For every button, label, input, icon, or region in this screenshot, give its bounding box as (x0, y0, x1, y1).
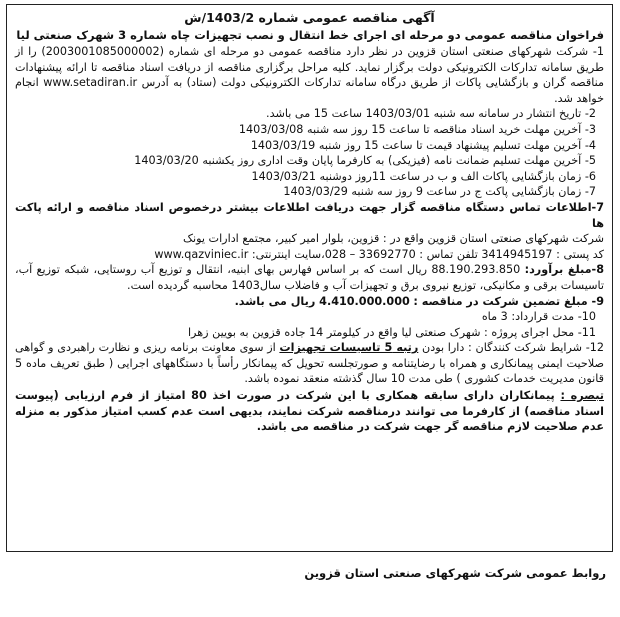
note-item (15, 388, 604, 435)
note-label: تبصره : (560, 389, 604, 403)
contact-line: کد پستی : 3414945197 تلفن تماس : 33692770 – 028،سایت اینترنتی: www.qazviniec.ir (154, 247, 604, 261)
location-item: 11- محل اجرای پروژه : شهرک صنعتی لیا واقع در کیلومتر 14 جاده قزوین به بویین زهرا (187, 325, 596, 339)
list-item (15, 184, 604, 200)
item-number: 5- (584, 154, 596, 168)
guarantee-item (15, 294, 604, 310)
item-number: 3- (584, 122, 596, 136)
item-text: زمان بازگشایی پاکات الف و ب در ساعت 11روز دوشنبه 1403/03/21 (251, 169, 582, 183)
list-item (15, 153, 604, 169)
list-item (15, 122, 604, 138)
budget-text: 88.190.293.850 ریال است که بر اساس فهارس بهای ابنیه، انتقال و توزیع آب روستایی، شبکه توزیع آب، تاسیسات برقی و مکانیکی، توزیع نیروی برق و تجهیزات آب و فاضلاب سال1403 محاسبه گردیده است. (15, 263, 604, 292)
conditions-start: 12- شرایط شرکت کنندگان : دارا بودن (422, 341, 605, 355)
item-number: 4- (584, 138, 596, 152)
duration-item: 10- مدت قرارداد: 3 ماه (481, 310, 596, 324)
notice-frame (6, 4, 613, 552)
conditions-rest: از سوی معاونت برنامه ریزی و نظارت راهبردی و گواهی صلاحیت ایمنی پیمانکاری و همراه با رضایتنامه و صورتجلسه تحویل که پیمانکار رأساً با دستگاههای اجرایی ( طبق تعریف ماده 5 قانون مدیریت خدمات کشوری ) طی مدت 10 سال گذشته منعقد نموده باشد. (15, 341, 604, 386)
list-item (15, 44, 604, 106)
item-text: آخرین مهلت تسلیم ضمانت نامه (فیزیکی) به کارفرما پایان وقت اداری روز یکشنبه 1403/03/20 (134, 154, 582, 168)
notice-title: آگهی مناقصه عمومی شماره 1403/2/ش (184, 10, 435, 25)
contact-address: شرکت شهرکهای صنعتی استان قزوین واقع در : قزوین، بلوار امیر کبیر، مجتمع ادارات یونک (182, 232, 604, 246)
notice-content (7, 5, 612, 435)
list-item (15, 138, 604, 154)
budget-label: 8-مبلغ برآورد: (524, 263, 604, 277)
item-number: 7- (584, 185, 596, 199)
item-text: آخرین مهلت خرید اسناد مناقصه تا ساعت 15 روز سه شنبه 1403/03/08 (238, 122, 582, 136)
budget-item (15, 262, 604, 293)
conditions-grade: رتبه 5 تاسیسات تجهیزات (279, 341, 419, 355)
item-number: 1- (592, 45, 604, 58)
item-text: زمان بازگشایی پاکت ج در ساعت 9 روز سه شنبه 1403/03/29 (283, 185, 582, 199)
item-number: 6- (584, 169, 596, 183)
conditions-item (15, 340, 604, 387)
item-text: شرکت شهرکهای صنعتی استان قزوین در نظر دارد مناقصه عمومی دو مرحله ای شماره (2003001085000002) را از طریق سامانه تدارکات الکترونیکی دولت برگزار نماید. کلیه مراحل برگزاری مناقصه از دریافت اسناد مناقصه تا ارائه پیشنهادات مناقصه گران و بازگشایی پاکات از طریق درگاه سامانه تدارکات الکترونیکی دولت (ستاد) به آدرس www.setadiran.ir انجام خواهد شد. (15, 45, 604, 105)
note-text: پیمانکاران دارای سابقه همکاری با این شرکت در صورت اخذ 80 امتیاز از فرم ارزیابی (پیوست اسناد مناقصه) از کارفرما می توانند درمناقصه شرکت نمایند، بدیهی است عدم کسب امتیاز مذکور به منزله عدم صلاحیت لازم مناقصه گر جهت شرکت در مناقصه می باشد. (15, 389, 604, 434)
list-item (15, 106, 604, 122)
item-number: 2- (584, 107, 596, 121)
item-text: آخرین مهلت تسلیم پیشنهاد قیمت تا ساعت 15 روز شنبه 1403/03/19 (250, 138, 582, 152)
contact-heading: 7-اطلاعات تماس دستگاه مناقصه گزار جهت دریافت اطلاعات بیشتر درخصوص اسناد مناقصه و ارائه پاکت ها (15, 200, 604, 230)
footer-signature: روابط عمومی شرکت شهرکهای صنعتی استان قزوین (304, 566, 606, 580)
guarantee-text: 4.410.000.000 ریال می باشد. (234, 294, 410, 308)
item-text: تاریخ انتشار در سامانه سه شنبه 1403/03/01 ساعت 15 می باشد. (266, 107, 582, 121)
notice-subtitle: فراخوان مناقصه عمومی دو مرحله ای اجرای خط انتقال و نصب تجهیزات چاه شماره 3 شهرک صنعتی لیا (16, 28, 604, 42)
guarantee-label: 9- مبلغ تضمین شرکت در مناقصه : (413, 294, 604, 308)
list-item (15, 169, 604, 185)
